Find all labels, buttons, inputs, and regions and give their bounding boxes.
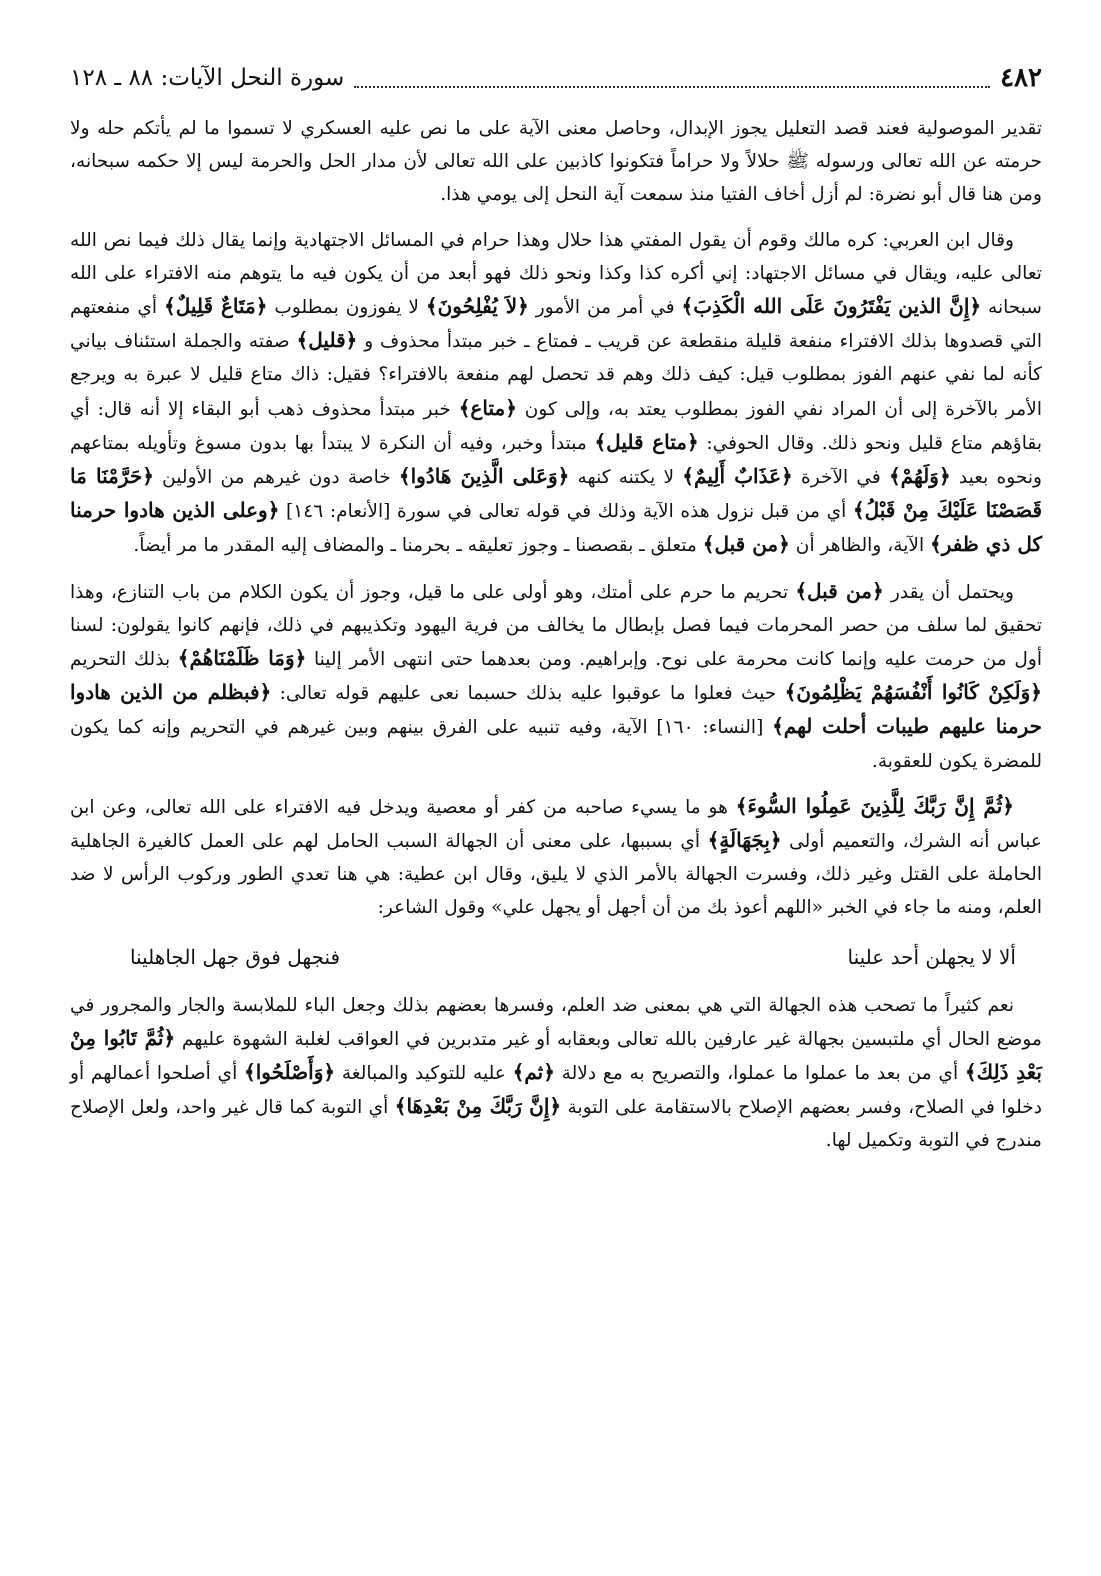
quran-quote: ﴿عَذَابٌ أَلِيمٌ﴾: [682, 464, 793, 489]
text-run: أي بسببها، على معنى أن الجهالة السبب الحامل لهم على العمل كالغيرة الجاهلية الحاملة على القتل وغير ذلك، وفسرت الجهالة بالأمر الذي لا يليق، وقال ابن عطية: هي هنا تعدي الطور وركوب الرأس لا ضد العلم، ومنه ما جاء في الخبر «اللهم أعوذ بك من أن أجهل أو يجهل علي» وقول الشاعر:: [70, 831, 1042, 919]
text-run: بذلك التحريم: [70, 649, 178, 671]
text-run: تقدير الموصولية فعند قصد التعليل يجوز الإبدال، وحاصل معنى الآية على ما نص عليه العسكري لا تسموا ما لم يأتكم حله ولا حرمته عن الله تعالى ورسوله ﷺ حلالاً ولا حراماً فتكونوا كاذبين على الله تعالى لأن مدار الحل والحرمة ليس إلا حكمه سبحانه، ومن هنا قال أبو نضرة: لم أزل أخاف الفتيا منذ سمعت آية النحل إلى يومي هذا.: [70, 118, 1042, 206]
text-run: صفته والجملة استئناف بياني كأنه لما نفي عنهم الفوز بمطلوب قيل: كيف ذلك وهم قد تحصل لهم منفعة بالافتراء؟ فقيل: ذاك متاع قليل لا عبرة به ويرجع الأمر بالآخرة إلى أن المراد نفي الفوز بمطلوب يعتد به، وإلى كون: [70, 331, 1042, 420]
paragraph: [70, 989, 1042, 1158]
quran-quote: ﴿بِجَهَالَةٍ﴾: [707, 828, 782, 853]
quran-quote: ﴿متاع﴾: [458, 395, 517, 420]
quran-quote: ﴿وعلى الذين هادوا حرمنا كل ذي ظفر﴾: [70, 498, 1042, 557]
text-run: [النساء: ١٦٠] الآية، وفيه تنبيه على الفرق بينهم وبين غيرهم في التحريم وإنه كما يكون للمضرة يكون للعقوبة.: [70, 717, 1042, 772]
quran-quote: ﴿وَمَا ظَلَمْنَاهُمْ﴾: [177, 646, 307, 671]
text-run: نعم كثيراً ما تصحب هذه الجهالة التي هي بمعنى ضد العلم، وفسرها بعضهم بذلك وجعل الباء للملابسة والجار والمجرور في موضع الحال أي ملتبسين بجهالة غير عارفين بالله تعالى وبعقابه أو غير متدبرين في العواقب لغلبة الشهوة عليهم: [70, 994, 1042, 1050]
text-run: لا يكتنه كنهه: [569, 467, 683, 489]
page-number: ٤٨٢: [1000, 63, 1042, 93]
text-run: أي من بعد ما عملوا ما عملوا، والتصريح به مع دلالة: [554, 1063, 965, 1085]
header-dotted-leader: [354, 68, 990, 88]
quran-quote: ﴿وَلَهُمْ﴾: [888, 464, 951, 489]
text-run: أي منفعتهم التي قصدوها بذلك الافتراء منفعة قليلة منقطعة عن قريب ـ فمتاع ـ خبر مبتدأ محذوف و: [70, 297, 1042, 353]
quran-quote: ﴿من قبل﴾: [795, 578, 884, 603]
text-run: الآية، والظاهر أن: [789, 535, 931, 557]
text-run: متعلق ـ بقصصنا ـ وجوز تعليقه ـ بحرمنا ـ والمضاف إليه المقدر ما مر أيضاً.: [133, 535, 703, 557]
text-run: في الآخرة: [792, 467, 889, 489]
quran-quote: ﴿وَأَصْلَحُوا﴾: [244, 1060, 336, 1085]
poem-left-hemistich: فنجهل فوق جهل الجاهلينا: [130, 944, 341, 969]
quran-quote: ﴿ثُمَّ تَابُوا مِنْ بَعْدِ ذَلِكَ﴾: [70, 1025, 1042, 1085]
text-run: أي من قبل نزول هذه الآية وذلك في قوله تعالى في سورة [الأنعام: ١٤٦]: [279, 501, 853, 523]
text-run: ويحتمل أن يقدر: [883, 581, 1014, 603]
quran-quote: ﴿ثم﴾: [512, 1060, 555, 1085]
text-run: وقال ابن العربي: كره مالك وقوم أن يقول المفتي هذا حلال وهذا حرام في المسائل الاجتهادية وإنما يقال ذلك فيما نص الله تعالى عليه، ويقال في مسائل الاجتهاد: إني أكره كذا وكذا ونحو ذلك فهو أبعد من أن يكون فيه ما يتوهم منه الافتراء على الله سبحانه: [70, 229, 1042, 319]
text-run: عليه للتوكيد والمبالغة: [335, 1063, 513, 1085]
running-header: [70, 58, 1042, 98]
quran-quote: ﴿مَتَاعٌ قَلِيلٌ﴾: [163, 294, 268, 319]
text-run: تحريم ما حرم على أمتك، وهو أولى على ما قيل، وجوز أن يكون الكلام من باب التنازع، وهذا تحقيق لما سلف من حصر المحرمات فيما فصل بإبطال ما يخالف من فرية اليهود وتكذيبهم في ذلك، فإنهم كانوا يقولون: لسنا أول من حرمت عليه وإنما كانت محرمة على نوح. وإبراهيم. ومن بعدهما حتى انتهى الأمر إلينا: [70, 581, 1042, 671]
paragraph: [70, 790, 1042, 925]
text-run: أي أصلحوا أعمالهم أو دخلوا في الصلاح، وفسر بعضهم الإصلاح بالاستقامة على التوبة: [70, 1063, 1043, 1119]
quran-quote: ﴿لاَ يُفْلِحُونَ﴾: [425, 294, 529, 319]
text-run: لا يفوزون بمطلوب: [267, 297, 426, 319]
paragraph: [70, 112, 1042, 212]
text-run: خبر مبتدأ محذوف ذهب أبو البقاء إلا أنه قال: أي بقاؤهم متاع قليل ونحو ذلك. وقال الحوفي:: [70, 398, 1042, 454]
quran-quote: ﴿إِنَّ الذين يَفْتَرُونَ عَلَى الله الْكَذِبَ﴾: [681, 294, 982, 319]
quran-quote: ﴿قليل﴾: [296, 328, 358, 353]
quran-quote: ﴿حَرَّمْنَا مَا قَصَصْنَا عَلَيْكَ مِنْ قَبْلُ﴾: [70, 464, 1043, 523]
quran-quote: ﴿فبظلم من الذين هادوا حرمنا عليهم طيبات أحلت لهم﴾: [70, 680, 1042, 739]
quran-quote: ﴿من قبل﴾: [702, 532, 790, 557]
book-page: [70, 58, 1042, 1170]
poem-verse: [70, 937, 1042, 977]
surah-title: سورة النحل الآيات: ٨٨ ـ ١٢٨: [70, 65, 345, 91]
quran-quote: ﴿إِنَّ رَبَّكَ مِنْ بَعْدِهَا﴾: [394, 1094, 562, 1119]
text-run: مبتدأ وخبر، وفيه أن النكرة لا يبتدأ بها بدون مسوغ وتأويله بمتاعهم ونحوه بعيد: [70, 432, 1043, 489]
quran-quote: ﴿متاع قليل﴾: [594, 429, 699, 454]
text-run: خاصة دون غيرهم من الأولين: [154, 467, 399, 489]
paragraph: [70, 575, 1042, 778]
body-text: [70, 112, 1042, 1158]
text-run: هو ما يسيء صاحبه من كفر أو معصية ويدخل فيه الافتراء على الله تعالى، وعن ابن عباس أنه الشرك، والتعميم أولى: [70, 796, 1042, 853]
text-run: أي التوبة كما قال غير واحد، ولعل الإصلاح مندرج في التوبة وتكميل لها.: [70, 1097, 1042, 1152]
poem-right-hemistich: ألا لا يجهلن أحد علينا: [847, 944, 1016, 969]
paragraph: [70, 224, 1042, 563]
quran-quote: ﴿ثُمَّ إِنَّ رَبَّكَ لِلَّذِينَ عَمِلُوا السُّوءَ﴾: [735, 793, 1014, 818]
quran-quote: ﴿وَلَكِنْ كَانُوا أَنْفُسَهُمْ يَظْلِمُونَ﴾: [784, 680, 1042, 705]
text-run: حيث فعلوا ما عوقبوا عليه بذلك حسبما نعى عليهم قوله تعالى:: [271, 683, 785, 705]
text-run: في أمر من الأمور: [528, 297, 682, 319]
quran-quote: ﴿وَعَلى الَّذِينَ هَادُوا﴾: [398, 464, 570, 489]
